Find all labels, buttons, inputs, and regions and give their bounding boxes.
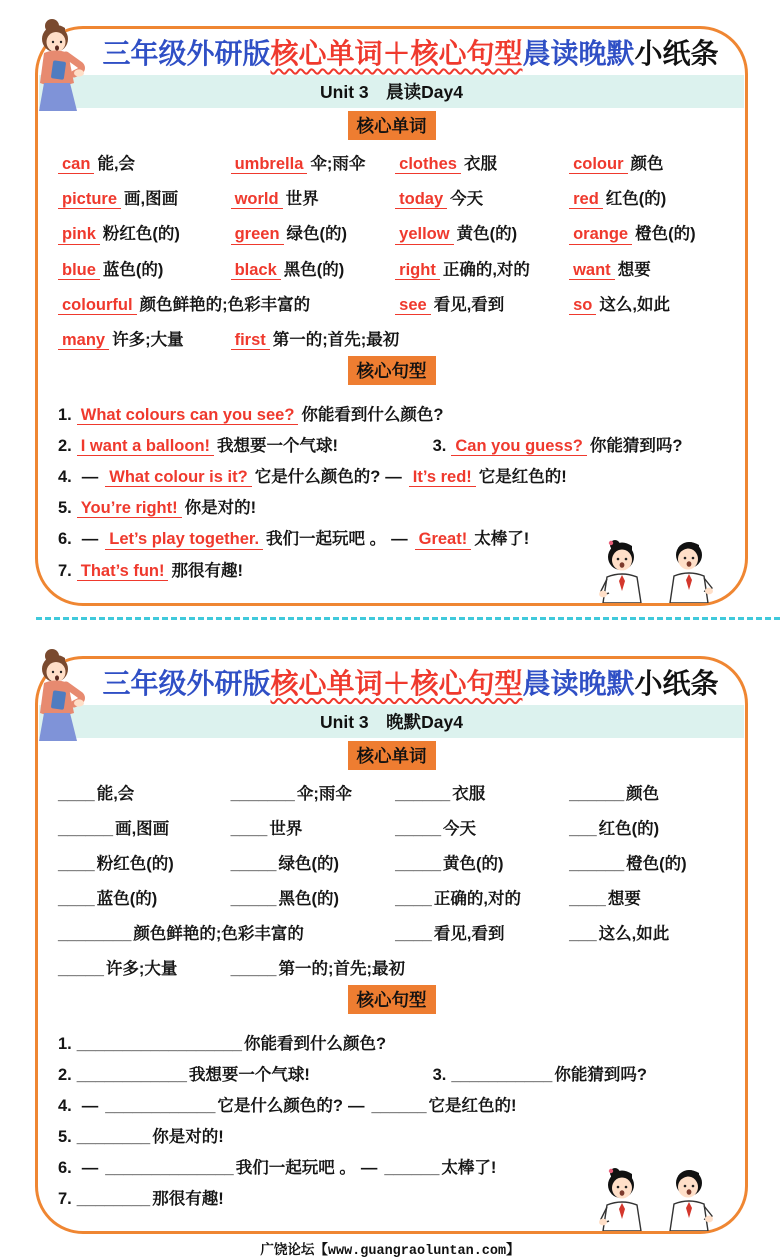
sentence-chinese: 你能猜到吗? <box>589 437 683 456</box>
word-chinese: 第一的;首先;最初 <box>272 330 400 349</box>
fill-in-blank: ____ <box>395 924 432 943</box>
fill-in-blank: _____ <box>395 819 442 838</box>
word-english: world <box>231 190 283 209</box>
fill-in-blank: ____ <box>58 889 95 908</box>
sentence-number: 6. <box>58 1159 72 1178</box>
sentence-chinese: 你是对的! <box>184 499 257 518</box>
sentence-chinese: 那很有趣! <box>171 561 243 580</box>
word-item <box>395 850 569 874</box>
word-chinese: 蓝色(的) <box>96 889 158 908</box>
word-english: so <box>569 296 596 315</box>
word-item <box>569 291 727 315</box>
word-item <box>395 150 569 174</box>
sentence-english: You’re right! <box>77 499 182 518</box>
word-item <box>569 185 727 209</box>
dialogue-dash: — <box>391 530 408 549</box>
sentence-chinese: 太棒了! <box>441 1159 497 1178</box>
word-chinese: 画,图画 <box>115 819 170 838</box>
word-chinese: 黄色(的) <box>443 854 504 873</box>
sentence-number: 2. <box>58 437 72 456</box>
word-item <box>569 256 727 280</box>
unit-subtitle-bar <box>39 75 744 108</box>
sentence-english: Can you guess? <box>451 437 586 456</box>
fill-in-blank: ____ <box>569 889 606 908</box>
word-chinese: 红色(的) <box>598 819 660 838</box>
word-item <box>231 326 727 350</box>
dialogue-dash: — <box>360 1159 378 1178</box>
word-item <box>58 150 231 174</box>
word-chinese: 伞;雨伞 <box>296 784 352 803</box>
sentence-number: 4. <box>58 468 72 487</box>
word-item <box>58 291 395 315</box>
sentence-english: It’s red! <box>409 468 476 487</box>
sentence-line <box>58 1126 727 1149</box>
sentence-english: What colour is it? <box>105 468 251 487</box>
sentence-line <box>58 404 727 427</box>
panel-morning-reading <box>35 26 748 606</box>
dialogue-dash: — <box>81 468 99 487</box>
fill-in-blank: _____ <box>230 854 277 873</box>
word-chinese: 这么,如此 <box>599 295 670 314</box>
footer-watermark: 广饶论坛【www.guangraoluntan.com】 <box>260 1244 520 1259</box>
word-chinese: 画,图画 <box>124 190 179 209</box>
word-item <box>58 850 231 874</box>
word-item <box>231 185 396 209</box>
title-grade-edition: 三年级外研版 <box>102 38 271 69</box>
fill-in-blank: _____ <box>230 959 277 978</box>
word-chinese: 能,会 <box>96 784 135 803</box>
teacher-cartoon <box>22 17 102 117</box>
word-chinese: 许多;大量 <box>112 330 184 349</box>
sentence-number: 4. <box>58 1096 72 1115</box>
word-list <box>38 143 745 353</box>
sentence-english: Let’s play together. <box>105 530 263 549</box>
word-item <box>231 955 727 979</box>
word-chinese: 看见,看到 <box>433 924 505 943</box>
word-chinese: 许多;大量 <box>105 959 178 978</box>
word-item <box>58 815 231 839</box>
sentence-number: 2. <box>58 1065 72 1084</box>
word-chinese: 世界 <box>269 819 303 838</box>
word-item <box>231 256 396 280</box>
sentence-number: 3. <box>432 1065 447 1084</box>
word-chinese: 衣服 <box>452 784 486 803</box>
word-chinese: 想要 <box>607 889 641 908</box>
word-item <box>231 850 396 874</box>
word-english: orange <box>569 225 632 244</box>
sentence-number: 5. <box>58 1128 72 1147</box>
unit-subtitle: Unit 3 晨读Day4 <box>320 82 463 103</box>
word-item <box>395 815 569 839</box>
word-item <box>231 780 396 804</box>
word-chinese: 红色(的) <box>605 190 667 209</box>
word-item <box>231 885 396 909</box>
sentence-chinese: 它是红色的! <box>478 468 567 487</box>
title-note-slip: 小纸条 <box>634 38 719 69</box>
word-chinese: 衣服 <box>463 155 497 174</box>
word-chinese: 想要 <box>617 260 651 279</box>
sentence-chinese: 我想要一个气球! <box>217 437 339 456</box>
sentence-line <box>58 1033 727 1056</box>
fill-in-blank: ____ <box>58 854 95 873</box>
word-chinese: 蓝色(的) <box>102 260 164 279</box>
panel-evening-dictation <box>35 656 748 1235</box>
word-chinese: 第一的;首先;最初 <box>278 959 405 978</box>
sentence-number: 1. <box>58 406 72 425</box>
fill-in-blank: ______ <box>384 1159 440 1178</box>
teacher-cartoon <box>22 647 102 747</box>
sentence-line <box>58 497 727 520</box>
fill-in-blank: ______________ <box>105 1159 234 1178</box>
sentence-chinese: 你能看到什么颜色? <box>243 1034 387 1053</box>
students-cartoon <box>591 1165 729 1231</box>
fill-in-blank: ______ <box>569 854 625 873</box>
word-item <box>395 185 569 209</box>
sentence-number: 7. <box>58 1190 72 1209</box>
word-item <box>231 150 396 174</box>
word-item <box>231 220 396 244</box>
word-item <box>231 815 396 839</box>
title-core-words-sentences: 核心单词＋核心句型 <box>270 38 523 69</box>
word-english: yellow <box>395 225 453 244</box>
sentence-english: That’s fun! <box>77 562 169 581</box>
word-english: green <box>231 225 284 244</box>
sentence-chinese: 你能看到什么颜色? <box>301 406 444 425</box>
word-english: many <box>58 331 109 350</box>
word-english: today <box>395 190 447 209</box>
word-item <box>58 955 231 979</box>
word-english: red <box>569 190 603 209</box>
word-chinese: 伞;雨伞 <box>310 155 366 174</box>
core-sentences-badge: 核心句型 <box>348 985 436 1014</box>
sentence-chinese: 那很有趣! <box>152 1190 224 1209</box>
word-item <box>569 815 727 839</box>
fill-in-blank: _______ <box>230 784 295 803</box>
word-item <box>569 150 727 174</box>
word-item <box>58 256 231 280</box>
fill-in-blank: ________ <box>76 1190 151 1209</box>
word-english: first <box>231 331 270 350</box>
word-chinese: 颜色鲜艳的;色彩丰富的 <box>133 924 304 943</box>
word-item <box>58 326 231 350</box>
word-chinese: 正确的,对的 <box>433 889 521 908</box>
word-english: right <box>395 261 440 280</box>
word-chinese: 今天 <box>443 819 477 838</box>
sentence-chinese: 我想要一个气球! <box>188 1065 310 1084</box>
title-grade-edition: 三年级外研版 <box>102 667 271 699</box>
sentence-chinese: 你是对的! <box>152 1128 224 1147</box>
word-list <box>38 773 745 982</box>
word-item <box>395 780 569 804</box>
title-note-slip: 小纸条 <box>634 667 719 699</box>
word-item <box>58 220 231 244</box>
fill-in-blank: ______ <box>58 819 114 838</box>
sentence-part2 <box>433 1064 647 1087</box>
sentence-english: What colours can you see? <box>77 406 299 425</box>
sentence-number: 7. <box>58 561 72 580</box>
dialogue-dash: — <box>81 530 99 549</box>
word-item <box>395 220 569 244</box>
sentence-number: 6. <box>58 530 72 549</box>
dialogue-dash: — <box>81 1159 99 1178</box>
worksheet-title <box>84 38 737 70</box>
word-item <box>569 920 727 944</box>
word-english: umbrella <box>231 155 308 174</box>
fill-in-blank: ______ <box>569 784 625 803</box>
title-morning-evening: 晨读晚默 <box>522 38 635 69</box>
word-item <box>569 850 727 874</box>
sentence-part2 <box>433 435 683 458</box>
word-chinese: 粉红色(的) <box>96 854 174 873</box>
word-english: black <box>231 261 281 280</box>
word-item <box>569 780 727 804</box>
core-words-badge: 核心单词 <box>348 111 436 140</box>
fill-in-blank: ____________ <box>76 1065 187 1084</box>
fill-in-blank: ____ <box>230 819 268 838</box>
word-item <box>58 185 231 209</box>
word-item <box>58 780 231 804</box>
word-chinese: 正确的,对的 <box>442 260 530 279</box>
unit-subtitle: Unit 3 晚默Day4 <box>320 711 463 732</box>
sentence-number: 1. <box>58 1034 72 1053</box>
core-sentences-badge: 核心句型 <box>348 356 436 385</box>
sentence-chinese: 你能猜到吗? <box>554 1065 647 1084</box>
word-item <box>58 885 231 909</box>
word-chinese: 今天 <box>450 190 484 209</box>
fill-in-blank: _____ <box>58 959 104 978</box>
sentence-line <box>58 435 727 458</box>
word-chinese: 绿色(的) <box>286 225 348 244</box>
fill-in-blank: ______ <box>371 1096 427 1115</box>
sentence-line <box>58 1064 727 1087</box>
sentence-chinese: 它是红色的! <box>428 1096 517 1115</box>
word-chinese: 黑色(的) <box>283 260 345 279</box>
word-item <box>395 291 569 315</box>
sentence-chinese: 我们一起玩吧 。 <box>235 1159 356 1178</box>
dialogue-dash: — <box>81 1096 99 1115</box>
word-chinese: 看见,看到 <box>433 295 505 314</box>
word-english: picture <box>58 190 121 209</box>
word-english: see <box>395 296 431 315</box>
worksheet-title <box>84 668 737 700</box>
fill-in-blank: ____ <box>395 889 432 908</box>
word-chinese: 绿色(的) <box>278 854 339 873</box>
word-item <box>58 920 395 944</box>
sentence-chinese: 它是什么颜色的? <box>217 1096 343 1115</box>
word-item <box>395 920 569 944</box>
word-english: blue <box>58 261 100 280</box>
dialogue-dash: — <box>347 1096 365 1115</box>
word-chinese: 颜色 <box>630 155 664 174</box>
fill-in-blank: ____ <box>58 784 95 803</box>
sentence-line <box>58 466 727 489</box>
word-chinese: 这么,如此 <box>598 924 670 943</box>
word-chinese: 黄色(的) <box>456 225 518 244</box>
fill-in-blank: ___ <box>569 924 597 943</box>
sentence-english: Great! <box>415 530 472 549</box>
sentence-chinese: 我们一起玩吧 。 <box>266 530 387 549</box>
sentence-number: 5. <box>58 499 72 518</box>
word-item <box>569 885 727 909</box>
word-chinese: 橙色(的) <box>626 854 687 873</box>
word-chinese: 能,会 <box>97 155 136 174</box>
fill-in-blank: ____________ <box>105 1096 216 1115</box>
word-english: pink <box>58 225 100 244</box>
cut-line-divider <box>36 617 780 620</box>
word-english: colour <box>569 155 627 174</box>
fill-in-blank: ________ <box>58 924 132 943</box>
sentence-line <box>58 1095 727 1118</box>
title-core-words-sentences: 核心单词＋核心句型 <box>270 667 523 699</box>
fill-in-blank: _____ <box>395 854 442 873</box>
fill-in-blank: _____ <box>230 889 277 908</box>
dialogue-dash: — <box>385 468 402 487</box>
word-chinese: 世界 <box>285 190 319 209</box>
fill-in-blank: ___________ <box>451 1065 553 1084</box>
fill-in-blank: __________________ <box>76 1034 242 1053</box>
sentence-number: 3. <box>432 437 447 456</box>
word-chinese: 粉红色(的) <box>102 225 180 244</box>
word-item <box>395 885 569 909</box>
title-morning-evening: 晨读晚默 <box>522 667 635 699</box>
sentence-english: I want a balloon! <box>77 437 214 456</box>
students-cartoon <box>591 537 729 603</box>
word-chinese: 颜色 <box>626 784 660 803</box>
core-words-badge: 核心单词 <box>348 741 436 770</box>
word-chinese: 颜色鲜艳的;色彩丰富的 <box>139 295 311 314</box>
sentence-chinese: 太棒了! <box>474 530 530 549</box>
word-chinese: 橙色(的) <box>635 225 696 244</box>
word-item <box>569 220 727 244</box>
word-english: clothes <box>395 155 461 174</box>
word-english: colourful <box>58 296 137 315</box>
unit-subtitle-bar <box>39 705 744 738</box>
word-english: want <box>569 261 615 280</box>
fill-in-blank: ______ <box>395 784 451 803</box>
word-item <box>395 256 569 280</box>
fill-in-blank: ________ <box>76 1128 151 1147</box>
fill-in-blank: ___ <box>569 819 597 838</box>
word-english: can <box>58 155 94 174</box>
word-chinese: 黑色(的) <box>278 889 339 908</box>
sentence-chinese: 它是什么颜色的? <box>254 468 381 487</box>
